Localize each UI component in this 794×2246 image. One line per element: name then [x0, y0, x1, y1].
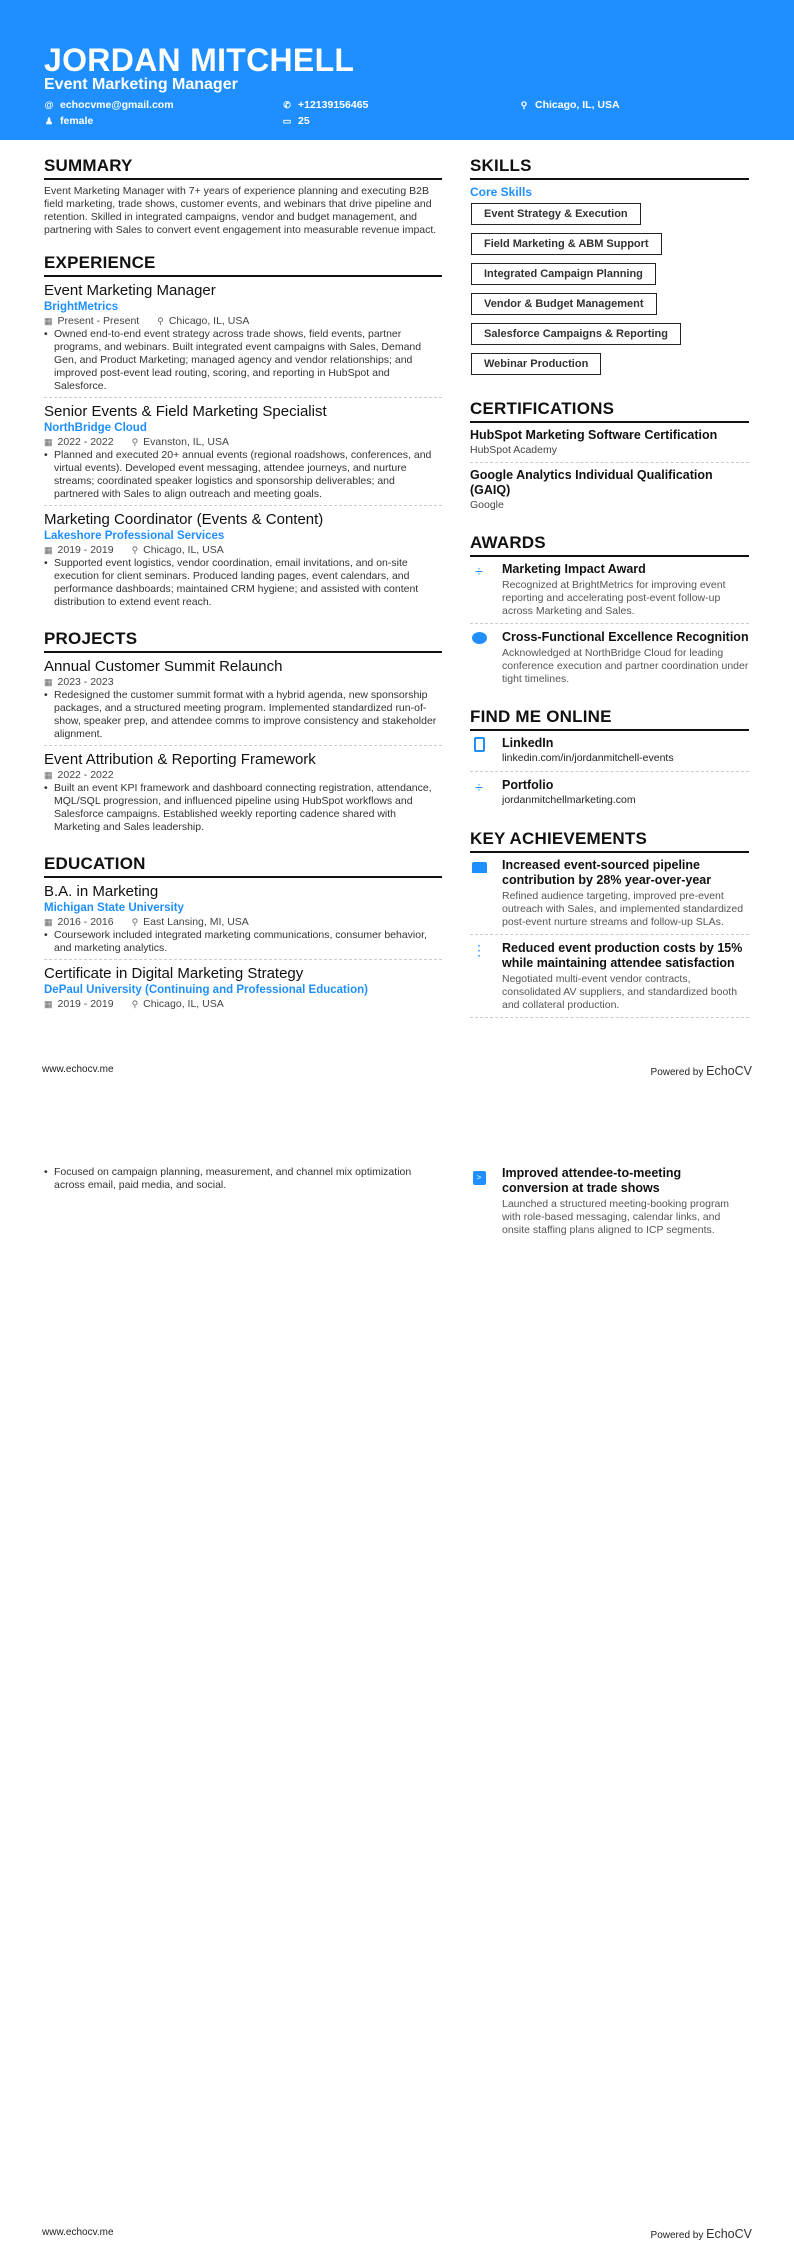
- company-name: BrightMetrics: [44, 301, 119, 313]
- resume-header: [0, 0, 794, 140]
- skill-tag: Webinar Production: [471, 353, 601, 375]
- contact-email: [44, 99, 174, 111]
- location-text: Chicago, IL, USA: [143, 544, 224, 556]
- dates-text: 2023 - 2023: [57, 676, 114, 688]
- degree-title: Certificate in Digital Marketing Strategy: [44, 965, 304, 982]
- link-label: Portfolio: [502, 778, 554, 792]
- bullet: • Planned and executed 20+ annual events (regional roadshows, conferences, and virtual events). Developed event messaging, attendee journeys, and nurture streams; coordinated speaker logistics and sponsorship deliverables; and partnered with Sales to align outreach and meeting goals.: [44, 449, 442, 501]
- achievement-title: Increased event-sourced pipeline contribution by 28% year-over-year: [502, 858, 712, 887]
- link-url[interactable]: linkedin.com/in/jordanmitchell-events: [502, 752, 674, 764]
- divide-icon: ÷: [475, 779, 483, 795]
- achievements-section: [470, 829, 749, 1018]
- section-heading: CERTIFICATIONS: [470, 399, 749, 423]
- skill-tag: Salesforce Campaigns & Reporting: [471, 323, 681, 345]
- award-item: [470, 562, 749, 624]
- award-title: Marketing Impact Award: [502, 562, 646, 576]
- education-section: [44, 854, 442, 1015]
- project-meta: [44, 769, 442, 782]
- powered-text: Powered by: [650, 2230, 704, 2241]
- dates: [44, 315, 139, 328]
- dates-text: 2022 - 2022: [57, 436, 114, 448]
- left-column: [44, 156, 442, 1031]
- certification-item: [470, 468, 749, 517]
- experience-item: [44, 511, 442, 613]
- experience-item: [44, 282, 442, 398]
- skill-group-title: Core Skills: [470, 185, 533, 199]
- school-name: Michigan State University: [44, 902, 184, 914]
- online-section: [470, 707, 749, 813]
- location: [132, 544, 224, 557]
- bullet: • Coursework included integrated marketing communications, consumer behavior, and marketing analytics.: [44, 929, 442, 955]
- calendar-icon: ▭: [282, 115, 292, 126]
- chat-bubble-icon: [470, 630, 488, 686]
- experience-item: [44, 403, 442, 506]
- experience-section: [44, 253, 442, 613]
- dates-text: 2019 - 2019: [57, 998, 114, 1010]
- calendar-icon: ▦: [44, 770, 53, 780]
- brand-text: EchoCV: [706, 2227, 752, 2241]
- skill-tag: Field Marketing & ABM Support: [471, 233, 662, 255]
- section-heading: SKILLS: [470, 156, 749, 180]
- bullet: • Built an event KPI framework and dashboard connecting registration, attendance, MQL/SQL progression, and influenced pipeline using HubSpot workflows and Salesforce campaigns. Established weekly reporting cadence shared with Marketing and Sales leadership.: [44, 782, 442, 834]
- dates-text: 2016 - 2016: [57, 916, 114, 928]
- projects-section: [44, 629, 442, 838]
- edu-meta: [44, 998, 442, 1011]
- location: [132, 916, 249, 929]
- right-column: [470, 156, 749, 1034]
- achievement-item: [470, 941, 749, 1018]
- summary-text: Event Marketing Manager with 7+ years of experience planning and executing B2B field marketing, trade shows, customer events, and webinars that drive pipeline and retention. Skilled in integrated campaigns, vendor and budget management, and partnering with Sales to convert event engagement into measurable revenue impact.: [44, 185, 437, 236]
- skill-tag: Event Strategy & Execution: [471, 203, 641, 225]
- calendar-icon: ▦: [44, 917, 53, 927]
- dates: [44, 544, 114, 557]
- education-item: [44, 883, 442, 960]
- brand-text: EchoCV: [706, 1064, 752, 1078]
- cake-icon: [470, 858, 488, 929]
- project-title: Annual Customer Summit Relaunch: [44, 658, 283, 675]
- education-item: [44, 965, 442, 1015]
- location-pin-icon: ⚲: [131, 437, 139, 447]
- location-pin-icon: ⚲: [131, 917, 139, 927]
- dates: [44, 676, 114, 689]
- award-desc: Recognized at BrightMetrics for improving event reporting and accelerating post-event follow-up across Marketing and Sales.: [502, 579, 726, 617]
- company-name: NorthBridge Cloud: [44, 422, 147, 434]
- online-item[interactable]: [470, 778, 749, 813]
- skill-tags: [470, 203, 749, 383]
- section-heading: EXPERIENCE: [44, 253, 442, 277]
- certification-issuer: Google: [470, 499, 504, 511]
- achievement-item: [470, 1166, 749, 1242]
- page-footer: [42, 1064, 752, 1078]
- certifications-section: [470, 399, 749, 517]
- achievement-item: [470, 858, 749, 935]
- bullet: • Redesigned the customer summit format with a hybrid agenda, new sponsorship packages, and a structured meeting program. Implemented standardized run-of-show, speaker prep, and attendee comms to improve consistency and stakeholder alignment.: [44, 689, 442, 741]
- achievement-desc: Launched a structured meeting-booking program with role-based messaging, calendar links, and onsite staffing plans aligned to ICP segments.: [502, 1198, 730, 1236]
- dates: [44, 769, 114, 782]
- contact-gender: [44, 115, 93, 127]
- section-heading: FIND ME ONLINE: [470, 707, 749, 731]
- certification-item: [470, 428, 749, 463]
- achievement-desc: Negotiated multi-event vendor contracts, consolidated AV suppliers, and standardized booth and collateral production.: [502, 973, 738, 1011]
- achievement-title: Reduced event production costs by 15% while maintaining attendee satisfaction: [502, 941, 743, 970]
- footer-powered: [651, 2227, 752, 2241]
- location-text: Evanston, IL, USA: [143, 436, 229, 448]
- link-url[interactable]: jordanmitchellmarketing.com: [502, 794, 636, 806]
- candidate-name: JORDAN MITCHELL: [44, 42, 355, 78]
- calendar-icon: ▦: [44, 677, 53, 687]
- skill-tag: Integrated Campaign Planning: [471, 263, 656, 285]
- section-heading: EDUCATION: [44, 854, 442, 878]
- footer-powered: [651, 1064, 752, 1078]
- user-icon: ♟: [44, 115, 54, 126]
- location-text: Chicago, IL, USA: [535, 99, 620, 111]
- dots-vertical-icon: ⋮: [472, 942, 486, 958]
- certification-issuer: HubSpot Academy: [470, 444, 557, 456]
- calendar-icon: ▦: [44, 316, 53, 326]
- calendar-icon: ▦: [44, 999, 53, 1009]
- divide-icon: ÷: [475, 563, 483, 579]
- school-name: DePaul University (Continuing and Professional Education): [44, 984, 368, 996]
- certification-title: HubSpot Marketing Software Certification: [470, 428, 718, 442]
- location-pin-icon: ⚲: [520, 99, 528, 110]
- calendar-icon: ▦: [44, 545, 53, 555]
- project-meta: [44, 676, 442, 689]
- candidate-title: Event Marketing Manager: [44, 76, 238, 93]
- location-text: Chicago, IL, USA: [168, 315, 250, 327]
- email-text: echocvme@gmail.com: [60, 99, 174, 111]
- dates-text: 2022 - 2022: [57, 769, 114, 781]
- page-footer: [42, 2227, 752, 2241]
- section-heading: PROJECTS: [44, 629, 442, 653]
- gender-text: female: [60, 115, 94, 127]
- footer-site[interactable]: www.echocv.me: [42, 1064, 114, 1075]
- section-heading: AWARDS: [470, 533, 749, 557]
- dates: [44, 916, 114, 929]
- phone-icon: ✆: [283, 99, 291, 110]
- award-item: [470, 630, 749, 691]
- at-icon: @: [44, 100, 54, 110]
- awards-section: [470, 533, 749, 691]
- footer-site[interactable]: www.echocv.me: [42, 2227, 114, 2238]
- bullet: • Owned end-to-end event strategy across trade shows, field events, partner programs, and webinars. Built integrated event campaigns with Sales, Demand Gen, and Product Marketing; managed agency and vendor relationships; and improved post-event lead routing, scoring, and reporting in HubSpot and Salesforce.: [44, 328, 442, 393]
- dates: [44, 436, 114, 449]
- section-heading: SUMMARY: [44, 156, 442, 180]
- skills-section: [470, 156, 749, 383]
- achievement-desc: Refined audience targeting, improved pre-event outreach with Sales, and implemented standardized post-event nurture streams and follow-up SLAs.: [502, 890, 744, 928]
- location: [132, 436, 229, 449]
- location-pin-icon: ⚲: [131, 545, 139, 555]
- award-desc: Acknowledged at NorthBridge Cloud for leading conference execution and partner coordination under tight timelines.: [502, 647, 749, 685]
- company-name: Lakeshore Professional Services: [44, 530, 225, 542]
- job-title: Marketing Coordinator (Events & Content): [44, 511, 324, 528]
- age-text: 25: [298, 115, 310, 127]
- dates-text: 2019 - 2019: [57, 544, 114, 556]
- location-text: Chicago, IL, USA: [143, 998, 224, 1010]
- project-title: Event Attribution & Reporting Framework: [44, 751, 316, 768]
- edu-meta: [44, 916, 442, 929]
- summary-section: [44, 156, 442, 237]
- dates-text: Present - Present: [57, 315, 140, 327]
- online-item[interactable]: [470, 736, 749, 772]
- left-column-page2: [44, 1166, 442, 1192]
- contact-phone: [282, 99, 368, 111]
- calendar-icon: ▦: [44, 437, 53, 447]
- right-column-page2: [470, 1166, 749, 1248]
- tablet-icon: [470, 736, 488, 766]
- project-item: [44, 751, 442, 838]
- location: [132, 998, 224, 1011]
- contact-location: [519, 99, 620, 111]
- location: [157, 315, 249, 328]
- dates: [44, 998, 114, 1011]
- award-title: Cross-Functional Excellence Recognition: [502, 630, 749, 644]
- location-text: East Lansing, MI, USA: [143, 916, 249, 928]
- achievement-title: Improved attendee-to-meeting conversion at trade shows: [502, 1166, 682, 1195]
- certification-title: Google Analytics Individual Qualification (GAIQ): [470, 468, 713, 497]
- section-heading: KEY ACHIEVEMENTS: [470, 829, 749, 853]
- powered-text: Powered by: [650, 1067, 704, 1078]
- bullet: • Focused on campaign planning, measurement, and channel mix optimization across email, paid media, and social.: [44, 1166, 442, 1192]
- bullet: • Supported event logistics, vendor coordination, email invitations, and on-site execution for client seminars. Produced landing pages, event calendars, and performance dashboards; maintained CRM hygiene; and assisted with content distribution to extend event reach.: [44, 557, 442, 609]
- phone-text: +12139156465: [298, 99, 369, 111]
- degree-title: B.A. in Marketing: [44, 883, 159, 900]
- job-meta: [44, 544, 442, 557]
- job-title: Event Marketing Manager: [44, 282, 216, 299]
- job-meta: [44, 315, 442, 328]
- link-label: LinkedIn: [502, 736, 554, 750]
- project-item: [44, 658, 442, 746]
- skill-tag: Vendor & Budget Management: [471, 293, 657, 315]
- job-title: Senior Events & Field Marketing Specialist: [44, 403, 327, 420]
- job-meta: [44, 436, 442, 449]
- location-pin-icon: ⚲: [131, 999, 139, 1009]
- terminal-icon: >: [470, 1166, 488, 1237]
- location-pin-icon: ⚲: [157, 316, 164, 326]
- contact-age: [282, 115, 310, 127]
